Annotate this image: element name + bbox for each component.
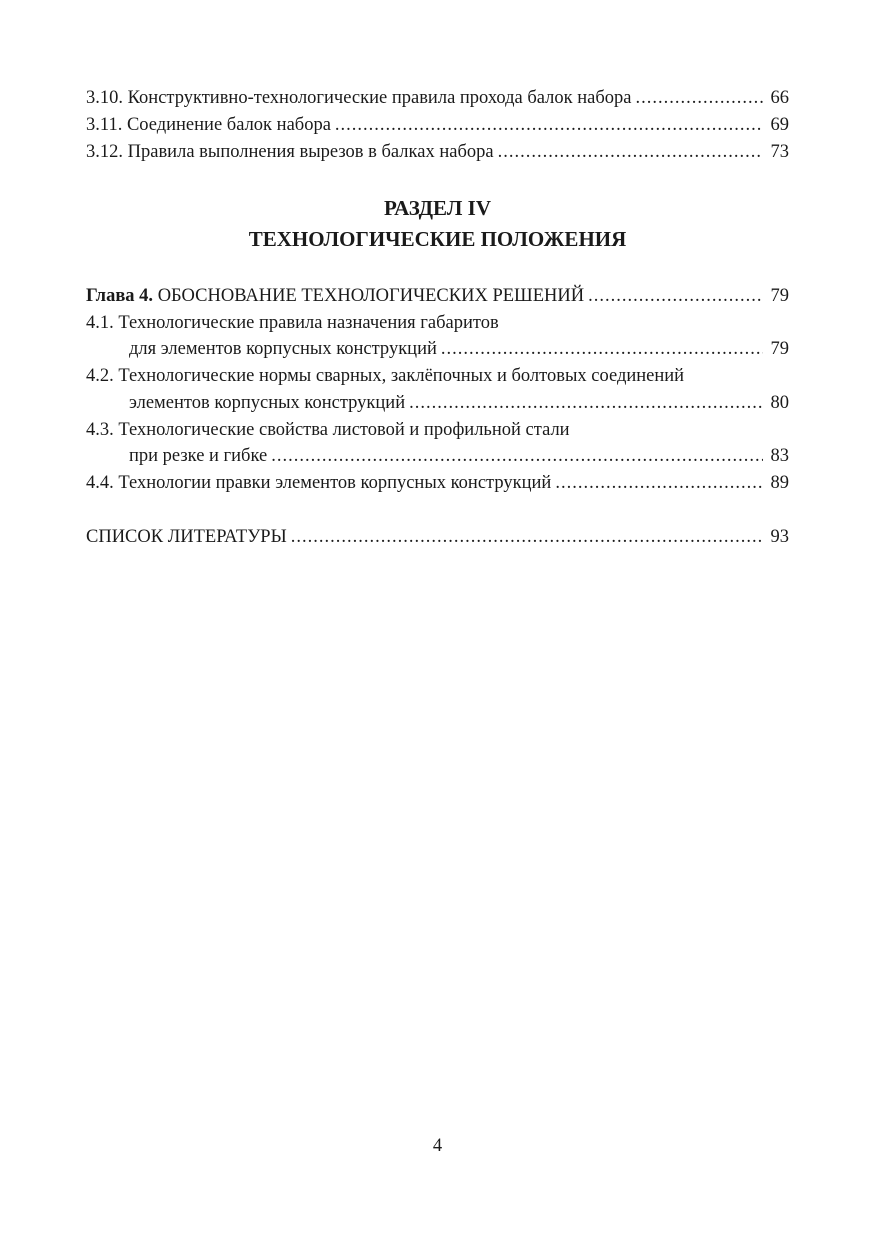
section-title: РАЗДЕЛ IV [384, 196, 491, 220]
toc-entry-4-4 [86, 470, 789, 496]
toc-entry-title: 3.11. Соединение балок набора [86, 115, 331, 135]
toc-entry-3-11 [86, 112, 789, 138]
toc-entry-page: 80 [770, 393, 789, 413]
toc-entry-4-1-line1: 4.1. Технологические правила назначения габаритов [86, 313, 499, 333]
toc-entry-4-2-line1: 4.2. Технологические нормы сварных, заклёпочных и болтовых соединений [86, 366, 685, 386]
toc-entry-page: 93 [770, 527, 789, 547]
references-title: СПИСОК ЛИТЕРАТУРЫ [86, 527, 287, 547]
chapter-title: ОБОСНОВАНИЕ ТЕХНОЛОГИЧЕСКИХ РЕШЕНИЙ [157, 286, 585, 306]
toc-entry-4-1 [129, 336, 789, 362]
dot-leader [291, 524, 763, 550]
toc-chapter-heading [86, 283, 584, 309]
dot-leader [588, 283, 763, 309]
toc-entry-page: 73 [770, 142, 789, 162]
toc-entry-title: для элементов корпусных конструкций [129, 339, 437, 359]
toc-entry-page: 79 [770, 286, 789, 306]
toc-entry-page: 69 [770, 115, 789, 135]
toc-entry-4-2 [129, 390, 789, 416]
dot-leader [635, 85, 763, 111]
toc-chapter-4 [86, 283, 789, 309]
toc-entry-page: 83 [770, 446, 789, 466]
section-subtitle: ТЕХНОЛОГИЧЕСКИЕ ПОЛОЖЕНИЯ [248, 227, 627, 251]
toc-entry-title: при резке и гибке [129, 446, 268, 466]
dot-leader [555, 470, 763, 496]
toc-entry-title: 3.10. Конструктивно-технологические правила прохода балок набора [86, 88, 632, 108]
dot-leader [409, 390, 763, 416]
chapter-label: Глава 4. [86, 286, 154, 306]
dot-leader [441, 336, 763, 362]
toc-references [86, 524, 789, 550]
toc-entry-title: элементов корпусных конструкций [129, 393, 406, 413]
dot-leader [271, 443, 763, 469]
toc-entry-3-10 [86, 85, 789, 111]
dot-leader [335, 112, 763, 138]
toc-entry-page: 79 [770, 339, 789, 359]
toc-entry-3-12 [86, 139, 789, 165]
toc-entry-page: 66 [770, 88, 789, 108]
toc-entry-4-3-line1: 4.3. Технологические свойства листовой и профильной стали [86, 420, 570, 440]
dot-leader [498, 139, 763, 165]
toc-entry-title: 3.12. Правила выполнения вырезов в балках набора [86, 142, 494, 162]
page-number: 4 [432, 1136, 443, 1156]
toc-entry-page: 89 [770, 473, 789, 493]
toc-entry-4-3 [129, 443, 789, 469]
toc-entry-title: 4.4. Технологии правки элементов корпусных конструкций [86, 473, 552, 493]
